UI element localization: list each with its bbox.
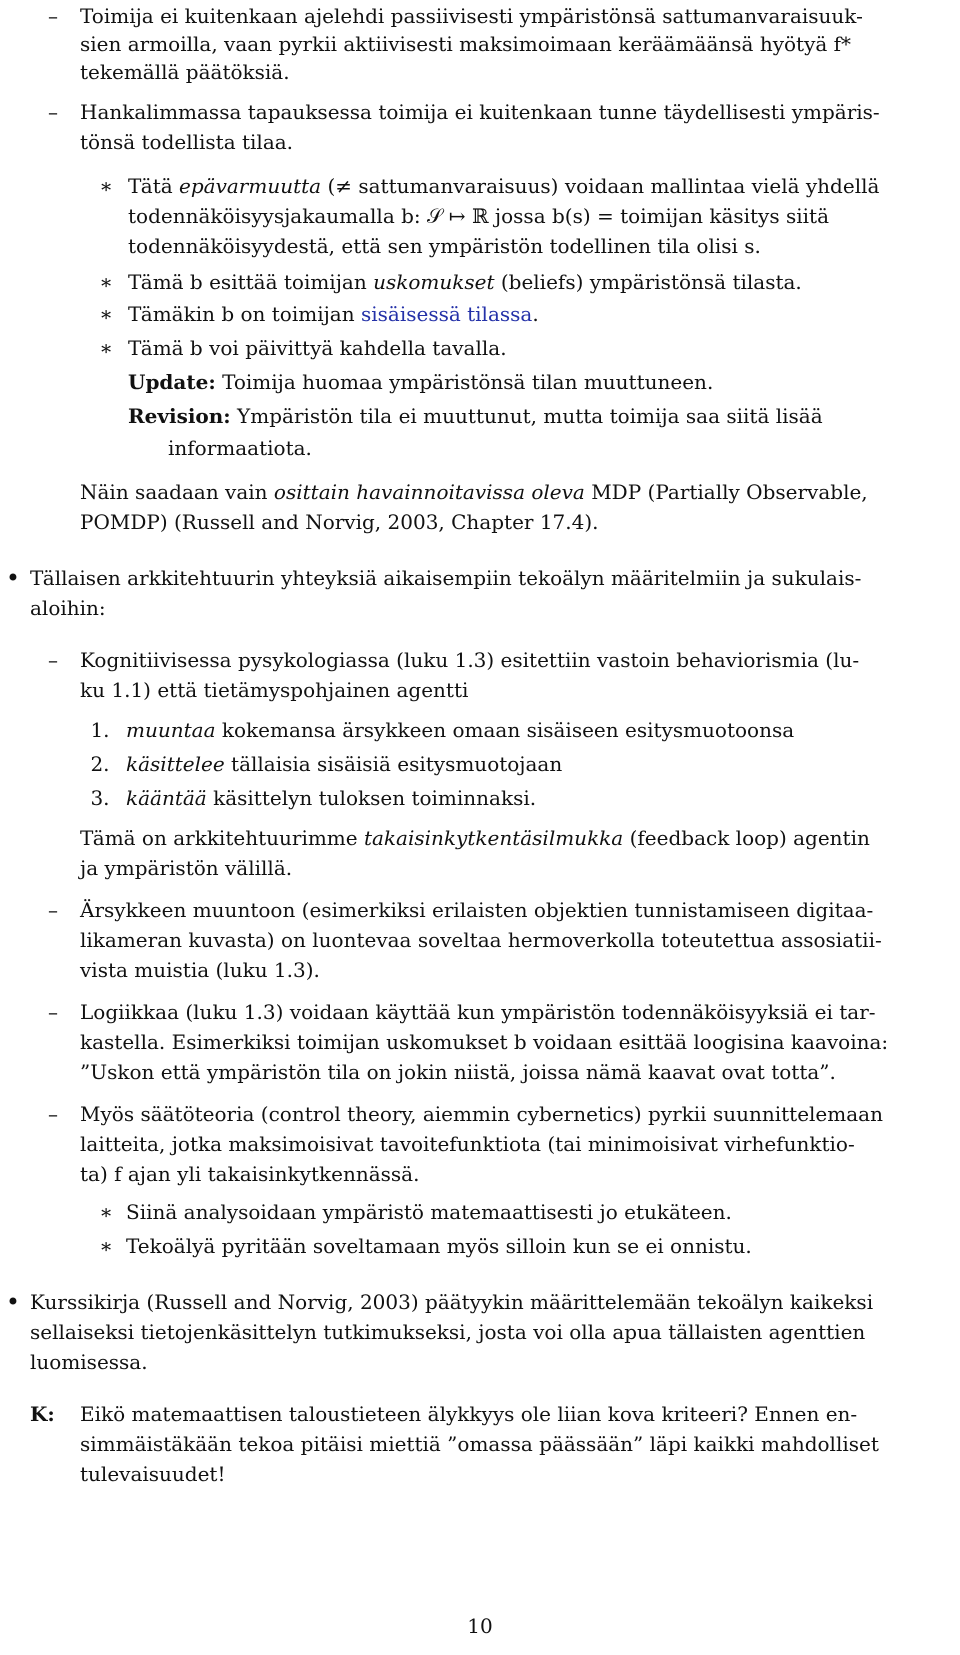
paragraph-line: Logiikkaa (luku 1.3) voidaan käyttää kun ympäristön todennäköisyyksiä ei tar- <box>80 1000 876 1024</box>
paragraph-line: aloihin: <box>30 596 106 620</box>
bullet-marker: • <box>5 1288 21 1316</box>
list-item: muuntaa kokemansa ärsykkeen omaan sisäiseen esitysmuotoonsa <box>126 718 795 742</box>
paragraph-line: vista muistia (luku 1.3). <box>80 958 320 982</box>
paragraph-line: Eikö matemaattisen taloustieteen älykkyys ole liian kova kriteeri? Ennen en- <box>80 1402 858 1426</box>
star-marker: ∗ <box>99 1200 113 1224</box>
paragraph-line: kastella. Esimerkiksi toimijan uskomukset b voidaan esittää loogisina kaavoina: <box>80 1030 889 1054</box>
paragraph-line: likameran kuvasta) on luontevaa soveltaa hermoverkolla toteutettua assosiatii- <box>80 928 882 952</box>
question-label: K: <box>30 1402 55 1426</box>
dash-marker: – <box>48 1102 58 1126</box>
dash-marker: – <box>48 648 58 672</box>
paragraph-line: todennäköisyydestä, että sen ympäristön todellinen tila olisi s. <box>128 234 761 258</box>
page-number: 10 <box>467 1614 493 1638</box>
list-item: käsittelee tällaisia sisäisiä esitysmuotojaan <box>126 752 563 776</box>
list-number: 1. <box>90 718 110 742</box>
paragraph-line: Tämä on arkkitehtuurimme takaisinkytkentäsilmukka (feedback loop) agentin <box>80 826 870 850</box>
paragraph-line: POMDP) (Russell and Norvig, 2003, Chapter 17.4). <box>80 510 599 534</box>
paragraph-line: Hankalimmassa tapauksessa toimija ei kuitenkaan tunne täydellisesti ympäris- <box>80 100 880 124</box>
star-marker: ∗ <box>99 336 113 360</box>
list-item: kääntää käsittelyn tuloksen toiminnaksi. <box>126 786 537 810</box>
paragraph-line: ta) f ajan yli takaisinkytkennässä. <box>80 1162 420 1186</box>
emphasis: muuntaa <box>126 718 216 742</box>
emphasis: käsittelee <box>126 752 225 776</box>
dash-marker: – <box>48 4 58 28</box>
dash-marker: – <box>48 100 58 124</box>
emphasis: osittain havainnoitavissa oleva <box>273 480 585 504</box>
emphasis: uskomukset <box>373 270 495 294</box>
paragraph-line: Myös säätöteoria (control theory, aiemmin cybernetics) pyrkii suunnittelemaan <box>80 1102 883 1126</box>
dash-marker: – <box>48 898 58 922</box>
dash-marker: – <box>48 1000 58 1024</box>
update-label: Update: <box>128 370 216 394</box>
paragraph-line: tönsä todellista tilaa. <box>80 130 294 154</box>
revision-label: Revision: <box>128 404 231 428</box>
paragraph-line: tekemällä päätöksiä. <box>80 60 290 84</box>
star-marker: ∗ <box>99 302 113 326</box>
revision-item: Revision: Ympäristön tila ei muuttunut, mutta toimija saa siitä lisää <box>128 404 823 428</box>
paragraph-line: Kurssikirja (Russell and Norvig, 2003) päätyykin määrittelemään tekoälyn kaikeksi <box>30 1290 874 1314</box>
paragraph-line: Tätä epävarmuutta (≠ sattumanvaraisuus) voidaan mallintaa vielä yhdellä <box>128 174 880 198</box>
paragraph-line: ku 1.1) että tietämyspohjainen agentti <box>80 678 469 702</box>
paragraph-line: Tämäkin b on toimijan sisäisessä tilassa. <box>128 302 539 326</box>
paragraph-line: luomisessa. <box>30 1350 148 1374</box>
bullet-marker: • <box>5 564 21 592</box>
update-item: Update: Toimija huomaa ympäristönsä tilan muuttuneen. <box>128 370 714 394</box>
list-number: 3. <box>90 786 110 810</box>
paragraph-line: Kognitiivisessa pysykologiassa (luku 1.3) esitettiin vastoin behaviorismia (lu- <box>80 648 860 672</box>
paragraph-line: laitteita, jotka maksimoisivat tavoitefunktiota (tai minimoisivat virhefunktio- <box>80 1132 855 1156</box>
emphasis: kääntää <box>126 786 207 810</box>
paragraph-line: Näin saadaan vain osittain havainnoitavissa oleva MDP (Partially Observable, <box>80 480 868 504</box>
paragraph-line: Tällaisen arkkitehtuurin yhteyksiä aikaisempiin tekoälyn määritelmiin ja sukulais- <box>30 566 862 590</box>
paragraph-line: simmäistäkään tekoa pitäisi miettiä ”omassa päässään” läpi kaikki mahdolliset <box>80 1432 879 1456</box>
paragraph-line: Siinä analysoidaan ympäristö matemaattisesti jo etukäteen. <box>126 1200 732 1224</box>
internal-state-link[interactable]: sisäisessä tilassa <box>360 302 533 326</box>
paragraph-line: ”Uskon että ympäristön tila on jokin niistä, joissa nämä kaavat ovat totta”. <box>80 1060 836 1084</box>
paragraph-line: informaatiota. <box>168 436 312 460</box>
paragraph-line: Tämä b esittää toimijan uskomukset (beliefs) ympäristönsä tilasta. <box>128 270 802 294</box>
list-number: 2. <box>90 752 110 776</box>
paragraph-line: todennäköisyysjakaumalla b: 𝒮 ↦ ℝ jossa b(s) = toimijan käsitys siitä <box>128 204 829 228</box>
paragraph-line: tulevaisuudet! <box>80 1462 226 1486</box>
emphasis: takaisinkytkentäsilmukka <box>363 826 624 850</box>
paragraph-line: Toimija ei kuitenkaan ajelehdi passiivisesti ympäristönsä sattumanvaraisuuk- <box>80 4 863 28</box>
paragraph-line: sien armoilla, vaan pyrkii aktiivisesti maksimoimaan keräämäänsä hyötyä f* <box>80 32 852 56</box>
paragraph-line: Tämä b voi päivittyä kahdella tavalla. <box>128 336 507 360</box>
star-marker: ∗ <box>99 270 113 294</box>
star-marker: ∗ <box>99 1234 113 1258</box>
paragraph-line: Tekoälyä pyritään soveltamaan myös silloin kun se ei onnistu. <box>126 1234 752 1258</box>
emphasis: epävarmuutta <box>179 174 322 198</box>
star-marker: ∗ <box>99 174 113 198</box>
paragraph-line: sellaiseksi tietojenkäsittelyn tutkimukseksi, josta voi olla apua tällaisten agenttien <box>30 1320 866 1344</box>
paragraph-line: ja ympäristön välillä. <box>80 856 293 880</box>
paragraph-line: Ärsykkeen muuntoon (esimerkiksi erilaisten objektien tunnistamiseen digitaa- <box>80 898 874 922</box>
